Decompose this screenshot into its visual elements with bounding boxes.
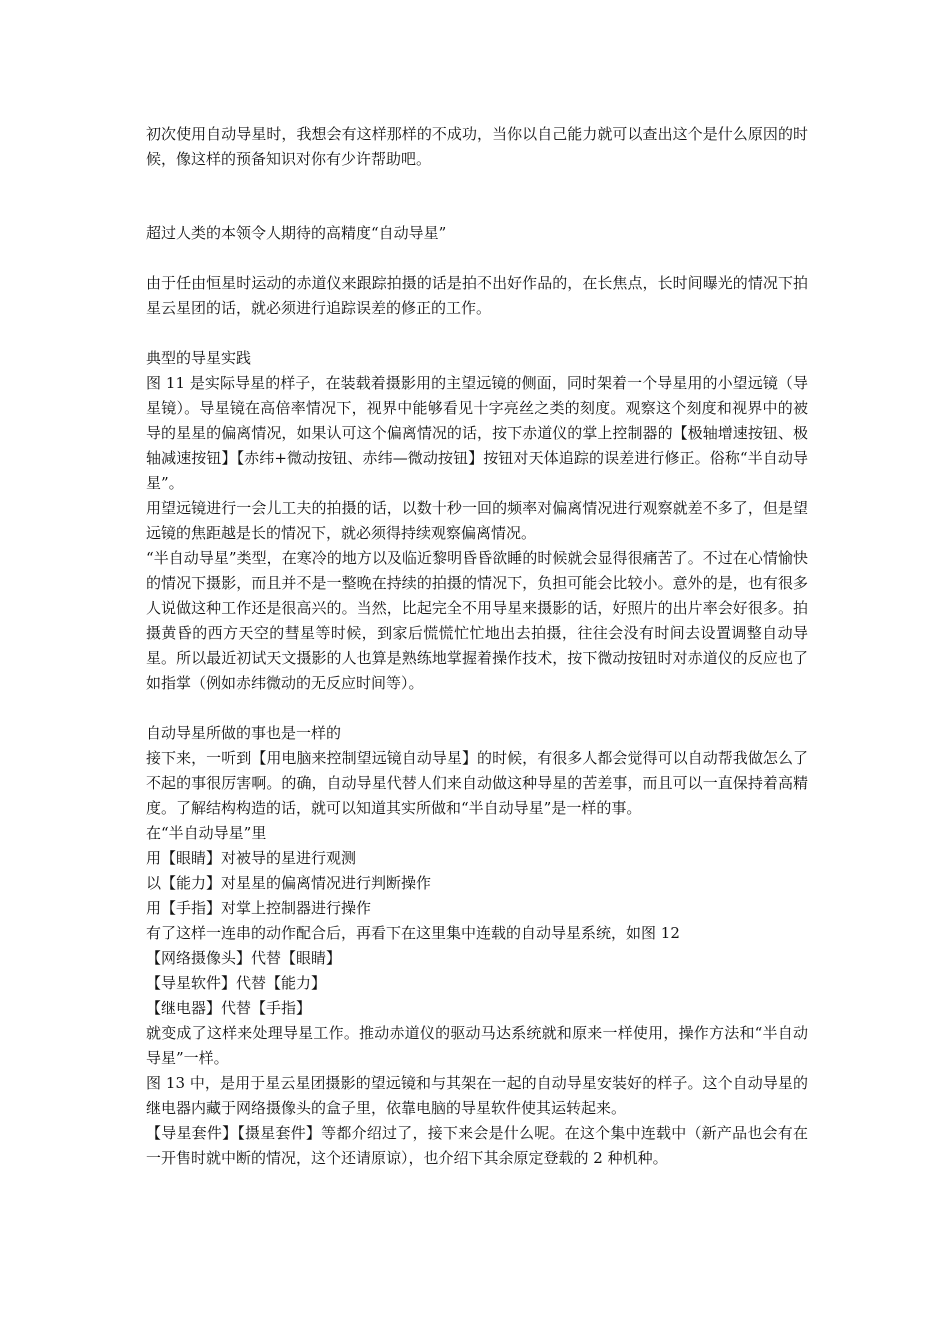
- list-line: 在“半自动导星”里: [146, 824, 267, 842]
- spacer: [146, 246, 808, 271]
- list-line: 【网络摄像头】代替【眼睛】: [146, 949, 342, 967]
- list-line: 有了这样一连串的动作配合后，再看下在这里集中连载的自动导星系统，如图 12: [146, 924, 680, 942]
- list-line: 用【眼睛】对被导的星进行观测: [146, 849, 357, 867]
- body-paragraph: “半自动导星”类型，在寒冷的地方以及临近黎明昏昏欲睡的时候就会显得很痛苦了。不过在心情愉快的情况下摄影，而且并不是一整晚在持续的拍摄的情况下，负担可能会比较小。意外的是，也有很多人说做这种工作还是很高兴的。当然，比起完全不用导星来摄影的话，好照片的出片率会好很多。拍摄黄昏的西方天空的彗星等时候，到家后慌慌忙忙地出去拍摄，往往会没有时间去设置调整自动导星。所以最近初试天文摄影的人也算是熟练地掌握着操作技术，按下微动按钮时对赤道仪的反应也了如指掌（例如赤纬微动的无反应时间等）。: [146, 549, 808, 692]
- body-paragraph: 就变成了这样来处理导星工作。推动赤道仪的驱动马达系统就和原来一样使用，操作方法和“半自动导星”一样。: [146, 1024, 808, 1067]
- section-heading: 超过人类的本领令人期待的高精度“自动导星”: [146, 224, 447, 242]
- spacer: [146, 172, 808, 221]
- list-line: 以【能力】对星星的偏离情况进行判断操作: [146, 874, 432, 892]
- document-page: [146, 122, 808, 1171]
- body-paragraph: 图 13 中，是用于星云星团摄影的望远镜和与其架在一起的自动导星安装好的样子。这个自动导星的继电器内藏于网络摄像头的盒子里，依靠电脑的导星软件使其运转起来。: [146, 1074, 808, 1117]
- body-paragraph: 【导星套件】【摄星套件】等都介绍过了，接下来会是什么呢。在这个集中连载中（新产品也会有在一开售时就中断的情况，这个还请原谅），也介绍下其余原定登载的 2 种机种。: [146, 1124, 808, 1167]
- spacer: [146, 696, 808, 721]
- intro-paragraph: 初次使用自动导星时，我想会有这样那样的不成功，当你以自己能力就可以查出这个是什么原因的时候，像这样的预备知识对你有少许帮助吧。: [146, 125, 808, 168]
- section-heading: 典型的导星实践: [146, 349, 252, 367]
- list-line: 【继电器】代替【手指】: [146, 999, 312, 1017]
- list-line: 用【手指】对掌上控制器进行操作: [146, 899, 372, 917]
- body-paragraph: 接下来，一听到【用电脑来控制望远镜自动导星】的时候，有很多人都会觉得可以自动帮我做怎么了不起的事很厉害啊。的确，自动导星代替人们来自动做这种导星的苦差事，而且可以一直保持着高精度。了解结构构造的话，就可以知道其实所做和“半自动导星”是一样的事。: [146, 749, 808, 817]
- list-line: 【导星软件】代替【能力】: [146, 974, 327, 992]
- body-paragraph: 由于任由恒星时运动的赤道仪来跟踪拍摄的话是拍不出好作品的，在长焦点，长时间曝光的情况下拍星云星团的话，就必须进行追踪误差的修正的工作。: [146, 274, 808, 317]
- body-paragraph: 图 11 是实际导星的样子，在装载着摄影用的主望远镜的侧面，同时架着一个导星用的小望远镜（导星镜）。导星镜在高倍率情况下，视界中能够看见十字亮丝之类的刻度。观察这个刻度和视界中的被导的星星的偏离情况，如果认可这个偏离情况的话，按下赤道仪的掌上控制器的【极轴增速按钮、极轴减速按钮】【赤纬+微动按钮、赤纬—微动按钮】按钮对天体追踪的误差进行修正。俗称“半自动导星”。: [146, 374, 808, 492]
- spacer: [146, 321, 808, 346]
- section-heading: 自动导星所做的事也是一样的: [146, 724, 342, 742]
- body-paragraph: 用望远镜进行一会儿工夫的拍摄的话，以数十秒一回的频率对偏离情况进行观察就差不多了，但是望远镜的焦距越是长的情况下，就必须得持续观察偏离情况。: [146, 499, 808, 542]
